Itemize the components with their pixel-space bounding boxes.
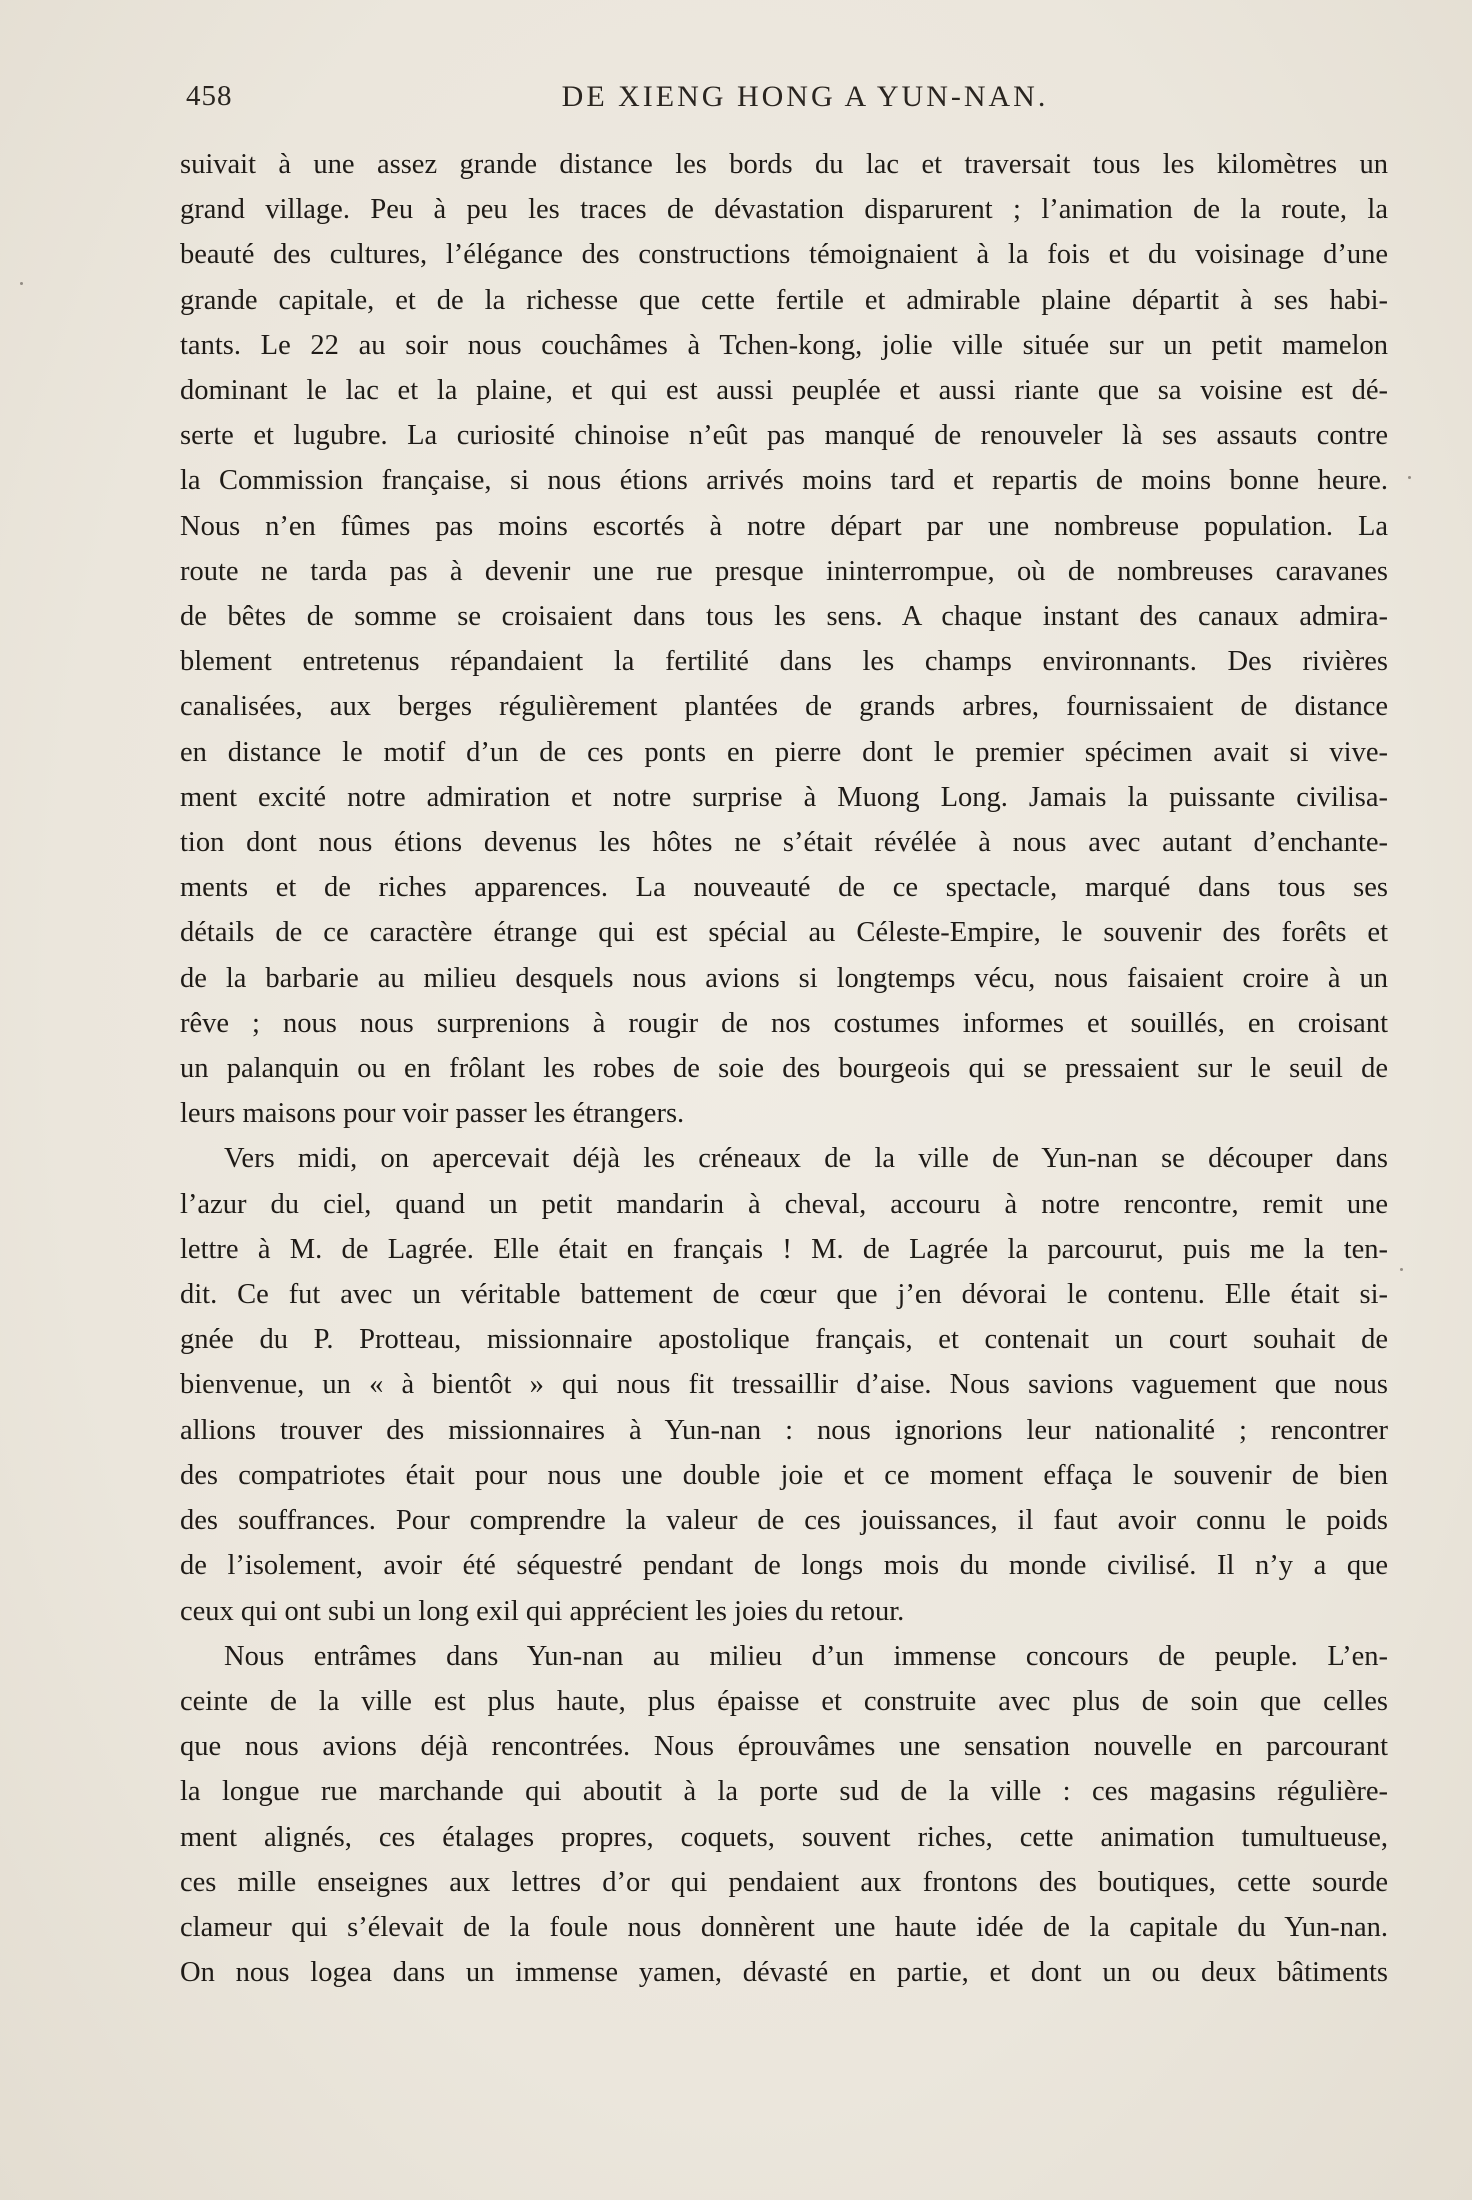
text-line: que nous avions déjà rencontrées. Nous éprouvâmes une sensation nouvelle en parcourant [180, 1731, 1388, 1763]
text-line: blement entretenus répandaient la fertilité dans les champs environnants. Des rivières [180, 646, 1388, 678]
text-line: ment excité notre admiration et notre surprise à Muong Long. Jamais la puissante civilisa- [180, 781, 1388, 813]
text-line: des compatriotes était pour nous une double joie et ce moment effaça le souvenir de bien [180, 1459, 1388, 1491]
text-line: l’azur du ciel, quand un petit mandarin à cheval, accouru à notre rencontre, remit une [180, 1188, 1388, 1220]
text-line: grande capitale, et de la richesse que cette fertile et admirable plaine départit à ses habi- [180, 284, 1388, 316]
text-line: canalisées, aux berges régulièrement plantées de grands arbres, fournissaient de distance [180, 691, 1388, 723]
text-line: serte et lugubre. La curiosité chinoise n’eût pas manqué de renouveler là ses assauts contre [180, 420, 1388, 452]
page-number: 458 [186, 80, 233, 112]
text-line: ceinte de la ville est plus haute, plus épaisse et construite avec plus de soin que celles [180, 1685, 1388, 1717]
page-header [186, 80, 1384, 130]
text-line: On nous logea dans un immense yamen, dévasté en partie, et dont un ou deux bâtiments [180, 1957, 1388, 1989]
paragraph-1 [180, 142, 1388, 1136]
text-line: leurs maisons pour voir passer les étrangers. [180, 1098, 685, 1130]
text-line: beauté des cultures, l’élégance des constructions témoignaient à la fois et du voisinage d’une [180, 239, 1388, 271]
paper-speck [20, 282, 23, 285]
text-line: ment alignés, ces étalages propres, coquets, souvent riches, cette animation tumultueuse, [180, 1821, 1388, 1853]
text-line: allions trouver des missionnaires à Yun-nan : nous ignorions leur nationalité ; rencontrer [180, 1414, 1388, 1446]
text-line: Vers midi, on apercevait déjà les créneaux de la ville de Yun-nan se découper dans [224, 1143, 1388, 1175]
text-line: suivait à une assez grande distance les bords du lac et traversait tous les kilomètres un [180, 149, 1388, 180]
text-line: des souffrances. Pour comprendre la valeur de ces jouissances, il faut avoir connu le poids [180, 1505, 1388, 1537]
text-line: clameur qui s’élevait de la foule nous donnèrent une haute idée de la capitale du Yun-nan. [180, 1911, 1388, 1943]
text-line: route ne tarda pas à devenir une rue presque ininterrompue, où de nombreuses caravanes [180, 555, 1388, 587]
text-line: gnée du P. Protteau, missionnaire apostolique français, et contenait un court souhait de [180, 1324, 1388, 1356]
text-line: Nous entrâmes dans Yun-nan au milieu d’un immense concours de peuple. L’en- [224, 1640, 1388, 1672]
text-line: tants. Le 22 au soir nous couchâmes à Tchen-kong, jolie ville située sur un petit mamelon [180, 329, 1388, 361]
text-line: tion dont nous étions devenus les hôtes ne s’était révélée à nous avec autant d’enchante- [180, 827, 1388, 859]
paper-speck [1408, 476, 1411, 479]
text-line: grand village. Peu à peu les traces de dévastation disparurent ; l’animation de la route, la [180, 194, 1388, 226]
text-line: ceux qui ont subi un long exil qui apprécient les joies du retour. [180, 1595, 905, 1627]
text-line: lettre à M. de Lagrée. Elle était en français ! M. de Lagrée la parcourut, puis me la ten- [180, 1233, 1388, 1265]
text-line: la Commission française, si nous étions arrivés moins tard et repartis de moins bonne heure. [180, 465, 1388, 497]
text-line: en distance le motif d’un de ces ponts en pierre dont le premier spécimen avait si vive- [180, 736, 1388, 768]
paragraph-3 [180, 1634, 1388, 1996]
text-line: détails de ce caractère étrange qui est spécial au Céleste-Empire, le souvenir des forêts et [180, 917, 1388, 949]
text-line: de l’isolement, avoir été séquestré pendant de longs mois du monde civilisé. Il n’y a que [180, 1550, 1388, 1582]
text-line: de la barbarie au milieu desquels nous avions si longtemps vécu, nous faisaient croire à un [180, 962, 1388, 994]
text-line: ces mille enseignes aux lettres d’or qui pendaient aux frontons des boutiques, cette sourde [180, 1866, 1388, 1898]
body-text [180, 142, 1388, 1995]
text-line: rêve ; nous nous surprenions à rougir de nos costumes informes et souillés, en croisant [180, 1007, 1388, 1039]
text-line: ments et de riches apparences. La nouveauté de ce spectacle, marqué dans tous ses [180, 872, 1388, 904]
paragraph-2 [180, 1136, 1388, 1633]
text-line: la longue rue marchande qui aboutit à la porte sud de la ville : ces magasins régulière- [180, 1776, 1388, 1808]
text-line: un palanquin ou en frôlant les robes de soie des bourgeois qui se pressaient sur le seuil de [180, 1053, 1388, 1085]
running-head: DE XIENG HONG A YUN-NAN. [561, 80, 1049, 113]
text-line: dit. Ce fut avec un véritable battement de cœur que j’en dévorai le contenu. Elle était si- [180, 1279, 1388, 1311]
text-line: bienvenue, un « à bientôt » qui nous fit tressaillir d’aise. Nous savions vaguement que nous [180, 1369, 1388, 1401]
paper-speck [1400, 1268, 1403, 1271]
text-line: de bêtes de somme se croisaient dans tous les sens. A chaque instant des canaux admira- [180, 601, 1388, 633]
text-line: dominant le lac et la plaine, et qui est aussi peuplée et aussi riante que sa voisine est dé- [180, 375, 1388, 407]
text-line: Nous n’en fûmes pas moins escortés à notre départ par une nombreuse population. La [180, 510, 1388, 542]
